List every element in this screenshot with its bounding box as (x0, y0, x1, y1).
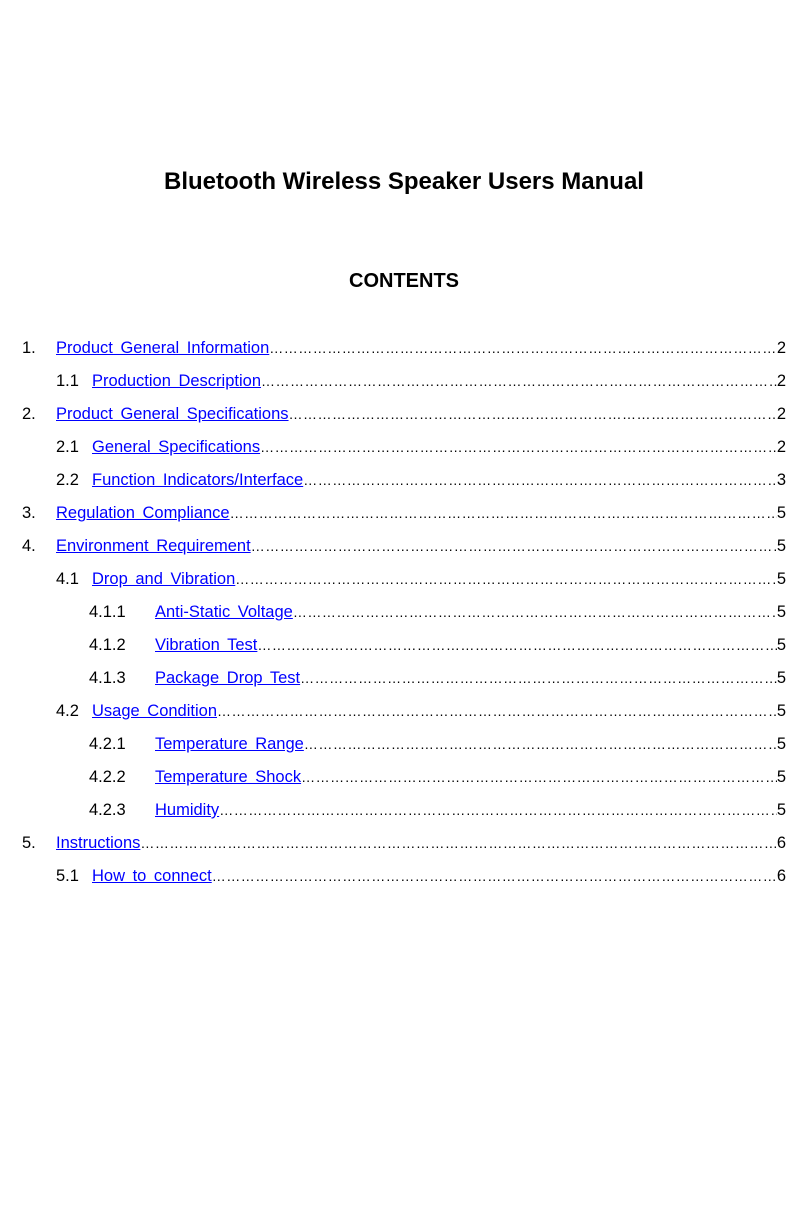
toc-leader (301, 765, 777, 789)
toc-link[interactable]: Package Drop Test (155, 669, 301, 687)
toc-number: 4.1.3 (89, 669, 126, 687)
toc-leader (260, 435, 777, 459)
toc-link[interactable]: Product General Specifications (56, 405, 289, 423)
toc-entry (22, 501, 786, 525)
toc-page-number: 5 (776, 603, 786, 621)
toc-number: 4.1 (56, 570, 79, 588)
toc-number: 4. (22, 537, 36, 555)
toc-entry (89, 765, 786, 789)
toc-entry (89, 732, 786, 756)
toc-entry (89, 600, 786, 624)
toc-link[interactable]: Anti-Static Voltage (155, 603, 293, 621)
toc-page-number: 5 (776, 570, 786, 588)
toc-leader (293, 600, 777, 624)
toc-leader (251, 534, 777, 558)
toc-link[interactable]: Humidity (155, 801, 220, 819)
toc-leader (219, 798, 777, 822)
toc-page-number: 2 (776, 405, 786, 423)
toc-page-number: 5 (776, 669, 786, 687)
toc-page-number: 5 (776, 636, 786, 654)
toc-number: 4.2.1 (89, 735, 126, 753)
toc-entry (22, 336, 786, 360)
toc-page-number: 5 (776, 504, 786, 522)
toc-number: 2. (22, 405, 36, 423)
toc-leader (140, 831, 776, 855)
toc-link[interactable]: Drop and Vibration (92, 570, 236, 588)
document-title: Bluetooth Wireless Speaker Users Manual (164, 168, 644, 195)
toc-leader (212, 864, 777, 888)
toc-link[interactable]: Usage Condition (92, 702, 217, 720)
contents-heading: CONTENTS (349, 270, 459, 292)
toc-page-number: 2 (776, 438, 786, 456)
toc-link[interactable]: How to connect (92, 867, 212, 885)
toc-page-number: 5 (776, 801, 786, 819)
toc-link[interactable]: Product General Information (56, 339, 270, 357)
toc-page-number: 6 (776, 867, 786, 885)
toc-leader (289, 402, 777, 426)
toc-number: 4.2.3 (89, 801, 126, 819)
toc-number: 5. (22, 834, 36, 852)
toc-page-number: 6 (776, 834, 786, 852)
toc-number: 1.1 (56, 372, 79, 390)
toc-entry (56, 435, 786, 459)
toc-number: 3. (22, 504, 36, 522)
toc-link[interactable]: Vibration Test (155, 636, 258, 654)
toc-link[interactable]: General Specifications (92, 438, 261, 456)
toc-page-number: 5 (776, 537, 786, 555)
toc-number: 4.2.2 (89, 768, 126, 786)
toc-leader (230, 501, 777, 525)
toc-page-number: 2 (776, 339, 786, 357)
toc-leader (217, 699, 777, 723)
toc-leader (235, 567, 777, 591)
toc-link[interactable]: Function Indicators/Interface (92, 471, 304, 489)
toc-page-number: 2 (776, 372, 786, 390)
toc-entry (56, 369, 786, 393)
toc-number: 2.2 (56, 471, 79, 489)
toc-number: 4.2 (56, 702, 79, 720)
toc-leader (257, 633, 776, 657)
toc-leader (303, 468, 777, 492)
toc-number: 1. (22, 339, 36, 357)
toc-entry (56, 699, 786, 723)
toc-link[interactable]: Regulation Compliance (56, 504, 230, 522)
toc-page-number: 5 (776, 702, 786, 720)
toc-link[interactable]: Temperature Range (155, 735, 304, 753)
toc-number: 5.1 (56, 867, 79, 885)
toc-link[interactable]: Temperature Shock (155, 768, 302, 786)
toc-leader (261, 369, 777, 393)
toc-link[interactable]: Instructions (56, 834, 141, 852)
toc-number: 4.1.2 (89, 636, 126, 654)
toc-number: 4.1.1 (89, 603, 126, 621)
toc-entry (89, 633, 786, 657)
toc-leader (269, 336, 777, 360)
toc-link[interactable]: Environment Requirement (56, 537, 251, 555)
toc-entry (22, 534, 786, 558)
toc-entry (56, 864, 786, 888)
toc-leader (304, 732, 777, 756)
toc-page-number: 3 (776, 471, 786, 489)
toc-entry (89, 666, 786, 690)
toc-link[interactable]: Production Description (92, 372, 261, 390)
toc-number: 2.1 (56, 438, 79, 456)
toc-page-number: 5 (776, 768, 786, 786)
toc-entry (22, 402, 786, 426)
toc-leader (300, 666, 777, 690)
toc-entry (56, 468, 786, 492)
toc-entry (56, 567, 786, 591)
toc-entry (89, 798, 786, 822)
toc-page-number: 5 (776, 735, 786, 753)
toc-entry (22, 831, 786, 855)
